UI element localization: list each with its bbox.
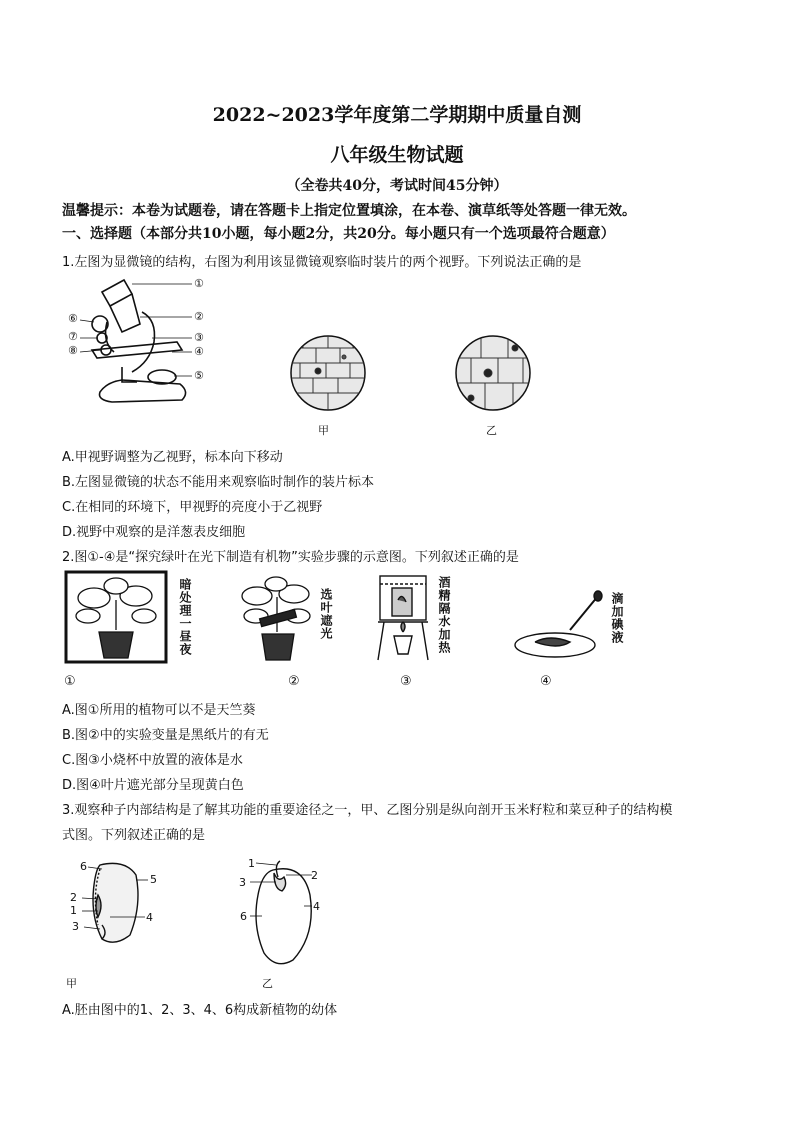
q1-option-a[interactable]: A.甲视野调整为乙视野，标本向下移动 — [62, 450, 283, 465]
q2-option-d[interactable]: D.图④叶片遮光部分呈现黄白色 — [62, 778, 244, 793]
question-1-stem: 1.左图为显微镜的结构，右图为利用该显微镜观察临时装片的两个视野。下列说法正确的是 — [62, 255, 582, 270]
view-yi-figure — [453, 333, 533, 413]
step-label-3: ③ — [400, 674, 412, 689]
corn-label-4: 4 — [146, 911, 153, 924]
section-heading: 一、选择题（本部分共10小题，每小题2分，共20分。每小题只有一个选项最符合题意） — [62, 226, 615, 242]
step3-water-bath-figure — [374, 570, 434, 665]
exam-title: 2022~2023学年度第二学期期中质量自测 — [212, 104, 582, 126]
q2-option-a[interactable]: A.图①所用的植物可以不是天竺葵 — [62, 703, 256, 718]
step4-iodine-figure — [510, 590, 610, 665]
microscope-label-2: ② — [194, 310, 204, 323]
view-label-jia: 甲 — [318, 424, 329, 437]
question-2-stem: 2.图①-④是“探究绿叶在光下制造有机物”实验步骤的示意图。下列叙述正确的是 — [62, 550, 519, 565]
step-label-1: ① — [64, 674, 76, 689]
bean-label-1: 1 — [248, 857, 255, 870]
microscope-label-7: ⑦ — [68, 330, 78, 343]
bean-label-4: 4 — [313, 900, 320, 913]
q1-option-b[interactable]: B.左图显微镜的状态不能用来观察临时制作的装片标本 — [62, 475, 375, 490]
corn-figure-label: 甲 — [66, 977, 77, 990]
microscope-label-5: ⑤ — [194, 369, 204, 382]
step2-leaf-shading-figure — [232, 572, 322, 667]
step-label-2: ② — [288, 674, 300, 689]
q3-option-a[interactable]: A.胚由图中的1、2、3、4、6构成新植物的幼体 — [62, 1003, 338, 1018]
step2-caption: 选叶遮光 — [319, 588, 333, 640]
microscope-label-1: ① — [194, 277, 204, 290]
corn-label-6: 6 — [80, 860, 87, 873]
q1-option-d[interactable]: D.视野中观察的是洋葱表皮细胞 — [62, 525, 246, 540]
question-3-stem-line1: 3.观察种子内部结构是了解其功能的重要途径之一，甲、乙图分别是纵向剖开玉米籽粒和菜豆种子的结构模 — [62, 803, 673, 818]
step1-dark-box-figure — [64, 570, 174, 665]
bean-label-2: 2 — [311, 869, 318, 882]
step-label-4: ④ — [540, 674, 552, 689]
step3-caption: 酒精隔水加热 — [437, 576, 451, 654]
microscope-label-4: ④ — [194, 345, 204, 358]
corn-label-5: 5 — [150, 873, 157, 886]
exam-subtitle: 八年级生物试题 — [330, 144, 464, 166]
exam-note: （全卷共40分，考试时间45分钟） — [286, 178, 508, 194]
warm-tip: 温馨提示：本卷为试题卷，请在答题卡上指定位置填涂，在本卷、演草纸等处答题一律无效。 — [62, 203, 636, 219]
q2-option-b[interactable]: B.图②中的实验变量是黑纸片的有无 — [62, 728, 269, 743]
bean-label-3: 3 — [239, 876, 246, 889]
bean-figure-label: 乙 — [262, 977, 273, 990]
step4-caption: 滴加碘液 — [610, 592, 624, 644]
step1-caption: 暗处理一昼夜 — [178, 578, 192, 656]
corn-label-1: 1 — [70, 904, 77, 917]
q2-option-c[interactable]: C.图③小烧杯中放置的液体是水 — [62, 753, 243, 768]
q1-option-c[interactable]: C.在相同的环境下，甲视野的亮度小于乙视野 — [62, 500, 323, 515]
bean-label-6: 6 — [240, 910, 247, 923]
microscope-label-6: ⑥ — [68, 312, 78, 325]
microscope-label-8: ⑧ — [68, 344, 78, 357]
question-3-stem-line2: 式图。下列叙述正确的是 — [62, 828, 206, 843]
corn-label-2: 2 — [70, 891, 77, 904]
view-jia-figure — [288, 333, 368, 413]
view-label-yi: 乙 — [486, 424, 497, 437]
corn-label-3: 3 — [72, 920, 79, 933]
microscope-label-3: ③ — [194, 331, 204, 344]
